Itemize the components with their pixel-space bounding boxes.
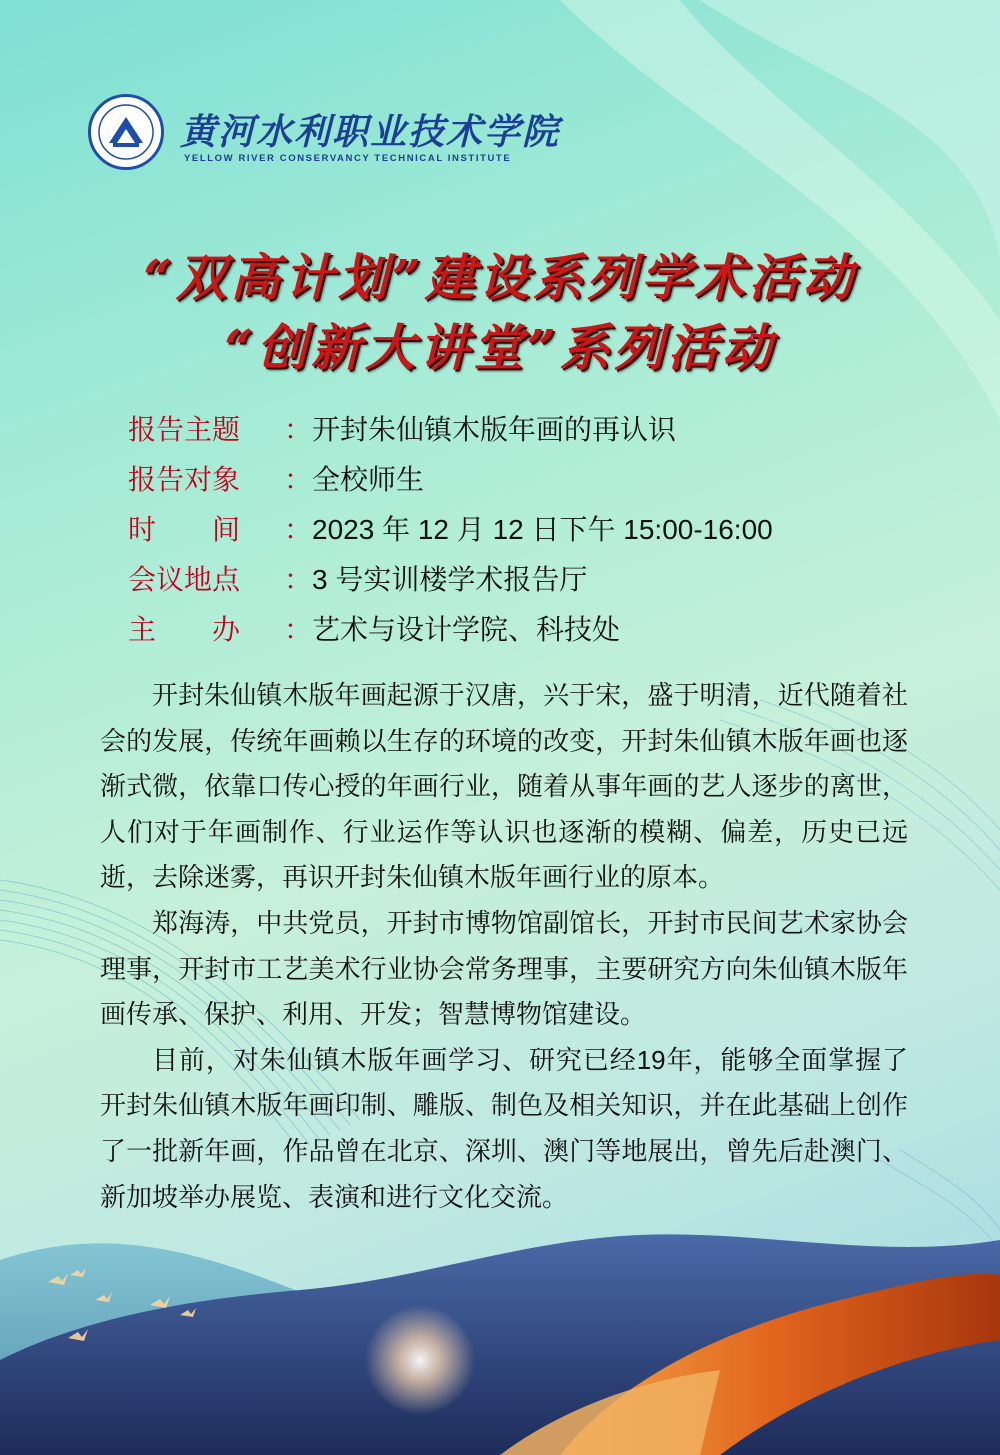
paragraph: 郑海涛，中共党员，开封市博物馆副馆长，开封市民间艺术家协会理事，开封市工艺美术行业协会常务理事，主要研究方向朱仙镇木版年画传承、保护、利用、开发；智慧博物馆建设。: [100, 907, 908, 1030]
info-colon: ：: [284, 414, 313, 445]
info-colon: ：: [284, 464, 313, 495]
description: [100, 673, 908, 1220]
info-row-time: [128, 512, 773, 562]
institute-name-en: YELLOW RIVER CONSERVANCY TECHNICAL INSTITUTE: [184, 153, 512, 164]
info-colon: ：: [284, 564, 313, 595]
info-row-topic: [128, 412, 773, 462]
event-info: [128, 412, 773, 662]
info-row-audience: [128, 462, 773, 512]
title-line-2: “创新大讲堂”系列活动: [224, 318, 776, 377]
info-label: 时 间: [128, 514, 241, 545]
info-value: 全校师生: [312, 464, 425, 495]
info-label: 报告主题: [128, 414, 241, 445]
info-value: 艺术与设计学院、科技处: [312, 614, 621, 645]
title-line-1: “双高计划”建设系列学术活动: [143, 248, 857, 307]
info-label: 报告对象: [128, 464, 241, 495]
emblem-icon: [88, 94, 164, 170]
info-value: 2023 年 12 月 12 日下午 15:00-16:00: [312, 514, 773, 545]
info-label: 主 办: [128, 614, 241, 645]
info-label: 会议地点: [128, 564, 241, 595]
info-value: 开封朱仙镇木版年画的再认识: [312, 414, 677, 445]
info-row-location: [128, 562, 773, 612]
paragraph: 目前，对朱仙镇木版年画学习、研究已经19年，能够全面掌握了开封朱仙镇木版年画印制、雕版、制色及相关知识，并在此基础上创作了一批新年画，作品曾在北京、深圳、澳门等地展出，曾先后赴澳门、新加坡举办展览、表演和进行文化交流。: [100, 1044, 908, 1212]
info-row-organizer: [128, 612, 773, 662]
info-colon: ：: [284, 614, 313, 645]
paragraph: 开封朱仙镇木版年画起源于汉唐，兴于宋，盛于明清，近代随着社会的发展，传统年画赖以生存的环境的改变，开封朱仙镇木版年画也逐渐式微，依靠口传心授的年画行业，随着从事年画的艺人逐步的离世，人们对于年画制作、行业运作等认识也逐渐的模糊、偏差，历史已远逝，去除迷雾，再识开封朱仙镇木版年画行业的原本。: [100, 680, 908, 893]
institute-name-cn: 黄河水利职业技术学院: [180, 111, 561, 153]
institute-logo: [88, 94, 588, 174]
info-value: 3 号实训楼学术报告厅: [312, 564, 588, 595]
info-colon: ：: [284, 514, 313, 545]
